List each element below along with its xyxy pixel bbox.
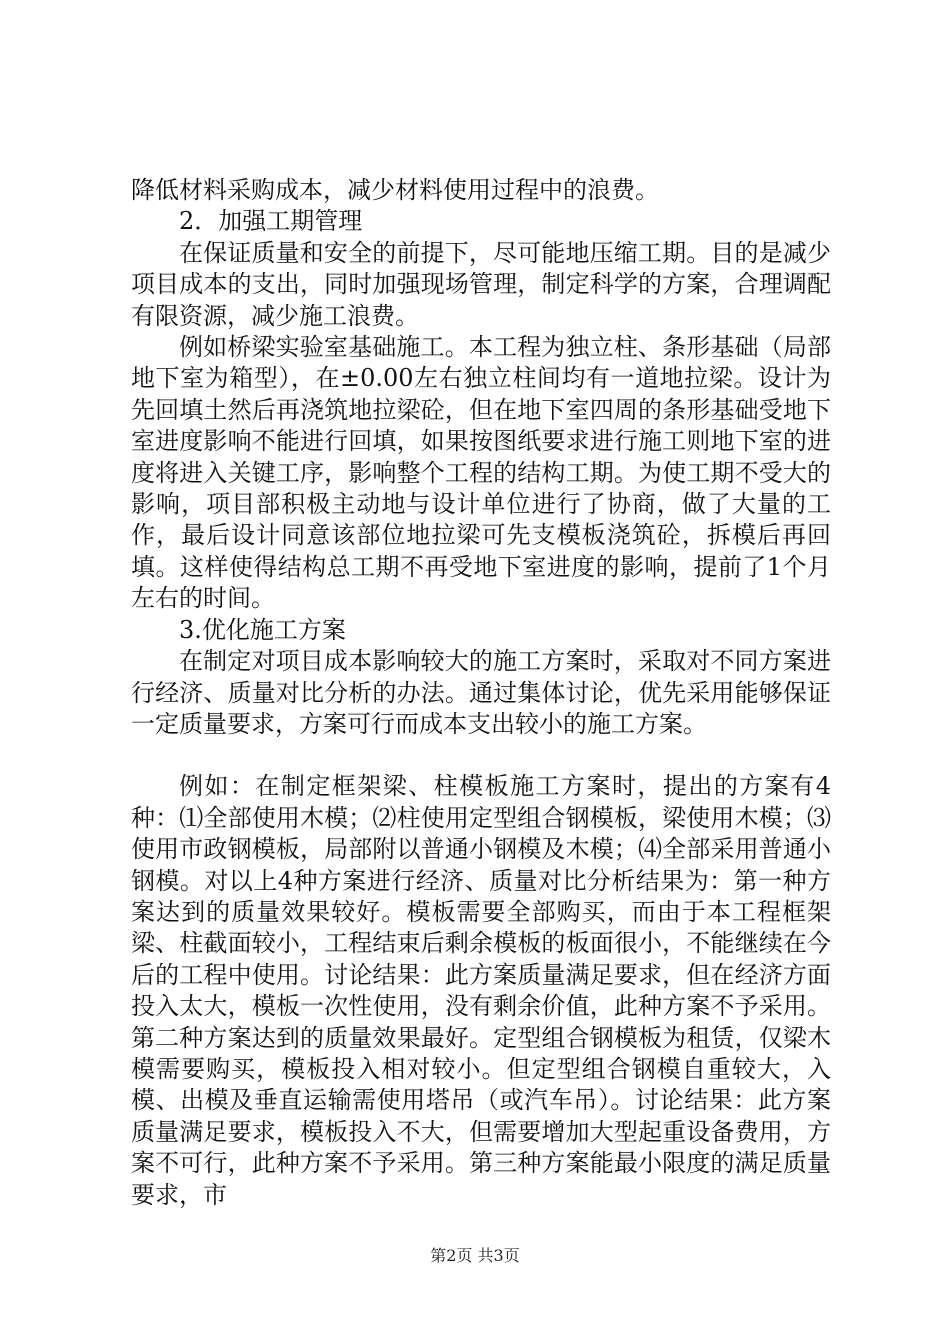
page-number-footer: 第2页 共3页 <box>430 1246 520 1265</box>
paragraph-bridge-lab-example: 例如桥梁实验室基础施工。本工程为独立柱、条形基础（局部地下室为箱型），在±0.00左右独立柱间均有一道地拉梁。设计为先回填土然后再浇筑地拉梁砼，但在地下室四周的条形基础受地下室进度影响不能进行回填，如果按图纸要求进行施工则地下室的进度将进入关键工序，影响整个工程的结构工期。为使工期不受大的影响，项目部积极主动地与设计单位进行了协商，做了大量的工作，最后设计同意该部位地拉梁可先支模板浇筑砼，拆模后再回填。这样使得结构总工期不再受地下室进度的影响，提前了1个月左右的时间。 <box>131 333 831 613</box>
paragraph-schedule-intro: 在保证质量和安全的前提下，尽可能地压缩工期。目的是减少项目成本的支出，同时加强现场管理，制定科学的方案，合理调配有限资源，减少施工浪费。 <box>131 238 831 330</box>
paragraph-optimize-intro: 在制定对项目成本影响较大的施工方案时，采取对不同方案进行经济、质量对比分析的办法。通过集体讨论，优先采用能够保证一定质量要求，方案可行而成本支出较小的施工方案。 <box>131 647 831 738</box>
section-heading-optimize: 3.优化施工方案 <box>179 615 346 644</box>
section-heading-schedule: 2．加强工期管理 <box>179 207 363 236</box>
paragraph-continuation: 降低材料采购成本，减少材料使用过程中的浪费。 <box>131 176 659 204</box>
document-body <box>131 175 831 1211</box>
paragraph-formwork-example: 例如：在制定框架梁、柱模板施工方案时，提出的方案有4种：⑴全部使用木模；⑵柱使用定型组合钢模板，梁使用木模；⑶使用市政钢模板，局部附以普通小钢模及木模；⑷全部采用普通小钢模。对以上4种方案进行经济、质量对比分析结果为：第一种方案达到的质量效果较好。模板需要全部购买，而由于本工程框架梁、柱截面较小，工程结束后剩余模板的板面很小，不能继续在今后的工程中使用。讨论结果：此方案质量满足要求，但在经济方面投入太大，模板一次性使用，没有剩余价值，此种方案不予采用。第二种方案达到的质量效果最好。定型组合钢模板为租赁，仅梁木模需要购买，模板投入相对较小。但定型组合钢模自重较大，入模、出模及垂直运输需使用塔吊（或汽车吊）。讨论结果：此方案质量满足要求，模板投入不大，但需要增加大型起重设备费用，方案不可行，此种方案不予采用。第三种方案能最小限度的满足质量要求，市 <box>131 772 831 1209</box>
